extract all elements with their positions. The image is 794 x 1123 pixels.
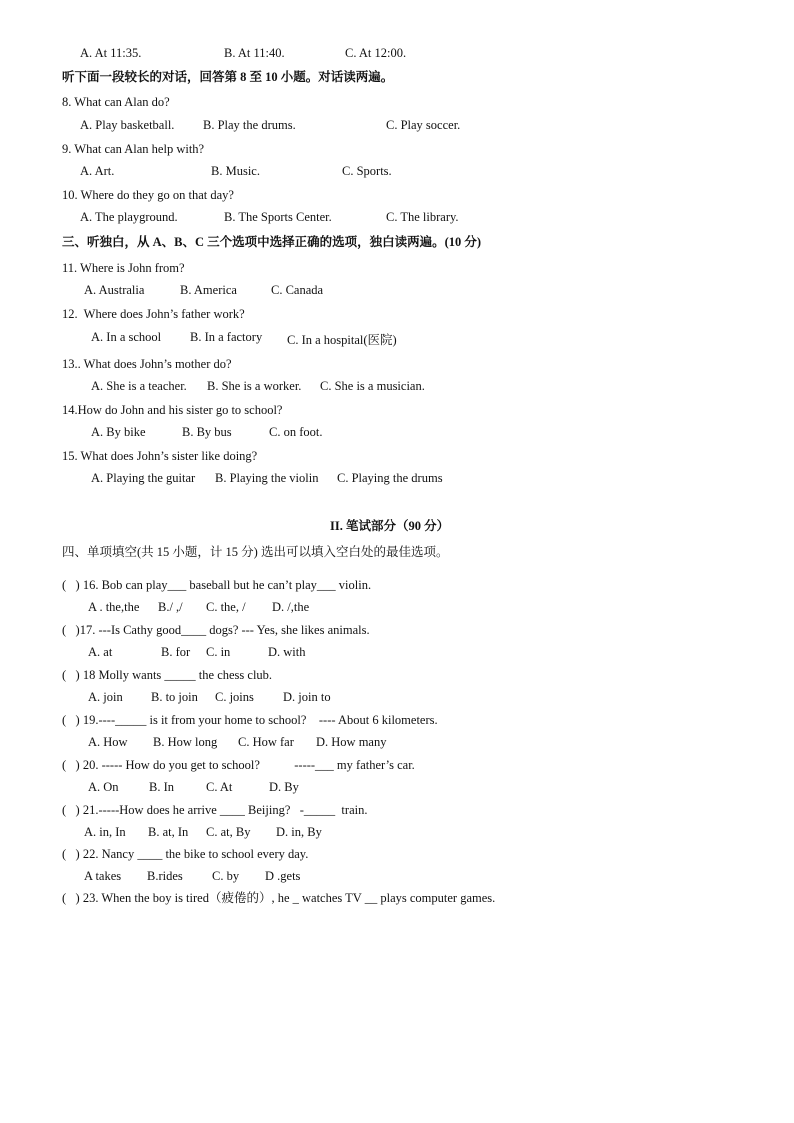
q20-stem: ( ) 20. ----- How do you get to school? -----___ my father’s car. (62, 758, 415, 772)
q19-option-b: B. How long (153, 735, 218, 749)
q15-option-a: A. Playing the guitar (91, 471, 196, 485)
q12-stem: 12. Where does John’s father work? (62, 307, 245, 321)
section3-title: 三、听独白，从 A、B、C 三个选项中选择正确的选项，独白读两遍。(10 分) (62, 235, 482, 249)
q17-option-d: D. with (268, 645, 306, 659)
q16-option-c: C. the, / (206, 600, 246, 614)
q9-option-b: B. Music. (211, 164, 260, 178)
q13-stem: 13.. What does John’s mother do? (62, 357, 232, 371)
q7-option-a: A. At 11:35. (80, 46, 142, 60)
q22-option-c: C. by (212, 869, 240, 883)
q18-option-b: B. to join (151, 690, 198, 704)
q8-option-a: A. Play basketball. (80, 118, 175, 132)
q16-option-d: D. /,the (272, 600, 310, 614)
part2-title: II. 笔试部分（90 分） (330, 519, 450, 533)
q8-option-c: C. Play soccer. (386, 118, 461, 132)
q20-option-a: A. On (88, 780, 119, 794)
q17-option-c: C. in (206, 645, 231, 659)
q11-option-c: C. Canada (271, 283, 324, 297)
q17-option-b: B. for (161, 645, 191, 659)
q10-option-c: C. The library. (386, 210, 459, 224)
q18-option-d: D. join to (283, 690, 331, 704)
q15-option-c: C. Playing the drums (337, 471, 443, 485)
q7-option-c: C. At 12:00. (345, 46, 407, 60)
q9-stem: 9. What can Alan help with? (62, 142, 205, 156)
q20-option-b: B. In (149, 780, 174, 794)
q14-stem: 14.How do John and his sister go to school? (62, 403, 283, 417)
q16-stem: ( ) 16. Bob can play___ baseball but he can’t play___ violin. (62, 578, 372, 592)
q20-option-c: C. At (206, 780, 233, 794)
q17-stem: ( )17. ---Is Cathy good____ dogs? --- Yes, she likes animals. (62, 623, 370, 637)
q9-option-c: C. Sports. (342, 164, 392, 178)
q15-stem: 15. What does John’s sister like doing? (62, 449, 258, 463)
q16-option-b: B./ ,/ (158, 600, 183, 614)
q11-stem: 11. Where is John from? (62, 261, 185, 275)
q14-option-a: A. By bike (91, 425, 146, 439)
q15-option-b: B. Playing the violin (215, 471, 319, 485)
q21-option-d: D. in, By (276, 825, 322, 839)
q13-option-b: B. She is a worker. (207, 379, 302, 393)
q14-option-b: B. By bus (182, 425, 232, 439)
q21-stem: ( ) 21.-----How does he arrive ____ Beijing? -_____ train. (62, 803, 368, 817)
q11-option-a: A. Australia (84, 283, 145, 297)
q12-option-c: C. In a hospital(医院) (287, 333, 397, 347)
q19-option-a: A. How (88, 735, 128, 749)
q18-option-c: C. joins (215, 690, 254, 704)
q14-option-c: C. on foot. (269, 425, 323, 439)
long-dialog-instruction: 听下面一段较长的对话，回答第 8 至 10 小题。对话读两遍。 (62, 70, 394, 84)
q22-option-b: B.rides (147, 869, 183, 883)
q19-option-d: D. How many (316, 735, 387, 749)
q7-option-b: B. At 11:40. (224, 46, 285, 60)
q19-option-c: C. How far (238, 735, 294, 749)
q22-option-d: D .gets (265, 869, 301, 883)
q17-option-a: A. at (88, 645, 113, 659)
q11-option-b: B. America (180, 283, 237, 297)
q18-option-a: A. join (88, 690, 123, 704)
q16-option-a: A . the,the (88, 600, 140, 614)
q23-stem: ( ) 23. When the boy is tired（疲倦的）, he _ watches TV __ plays computer games. (62, 891, 496, 905)
q8-option-b: B. Play the drums. (203, 118, 296, 132)
q13-option-a: A. She is a teacher. (91, 379, 187, 393)
q18-stem: ( ) 18 Molly wants _____ the chess club. (62, 668, 273, 682)
q20-option-d: D. By (269, 780, 299, 794)
q12-option-b: B. In a factory (190, 330, 263, 344)
q13-option-c: C. She is a musician. (320, 379, 425, 393)
q21-option-b: B. at, In (148, 825, 189, 839)
q12-option-a: A. In a school (91, 330, 162, 344)
q21-option-c: C. at, By (206, 825, 251, 839)
q22-stem: ( ) 22. Nancy ____ the bike to school every day. (62, 847, 309, 861)
q21-option-a: A. in, In (84, 825, 126, 839)
q19-stem: ( ) 19.----_____ is it from your home to school? ---- About 6 kilometers. (62, 713, 438, 727)
q10-stem: 10. Where do they go on that day? (62, 188, 234, 202)
q9-option-a: A. Art. (80, 164, 115, 178)
q10-option-b: B. The Sports Center. (224, 210, 332, 224)
section4-title: 四、单项填空(共 15 小题，计 15 分) 选出可以填入空白处的最佳选项。 (62, 545, 449, 559)
q8-stem: 8. What can Alan do? (62, 95, 170, 109)
q22-option-a: A takes (84, 869, 122, 883)
q10-option-a: A. The playground. (80, 210, 178, 224)
